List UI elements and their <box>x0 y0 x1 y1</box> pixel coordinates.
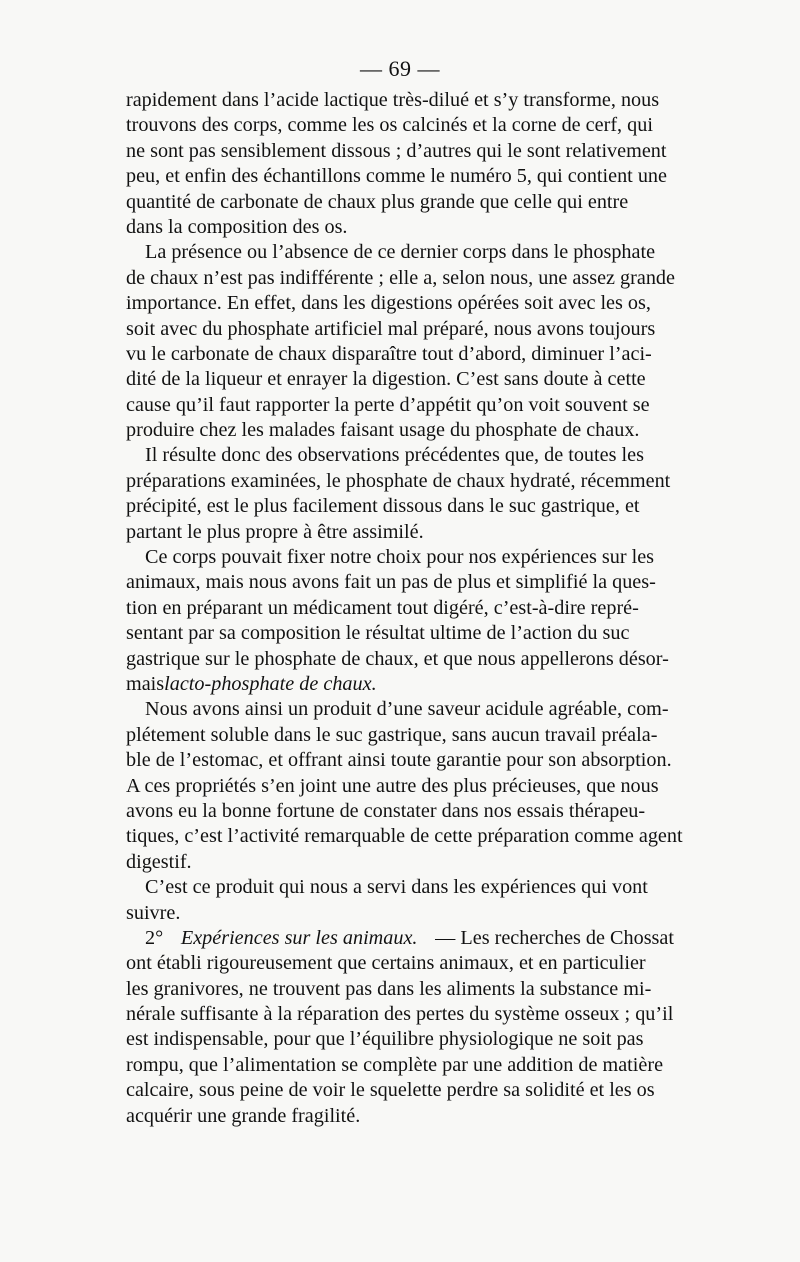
text-segment: précipité, est le plus facilement dissous dans le suc gastrique, et <box>126 495 640 518</box>
text-segment: de chaux n’est pas indifférente ; elle a, selon nous, une assez grande <box>126 266 675 289</box>
text-line <box>126 596 674 621</box>
text-line <box>126 570 674 595</box>
text-line <box>126 393 674 418</box>
text-segment: acquérir une grande fragilité. <box>126 1104 361 1127</box>
text-segment: soit avec du phosphate artificiel mal préparé, nous avons toujours <box>126 317 656 340</box>
text-segment: animaux, mais nous avons fait un pas de plus et simplifié la ques- <box>126 571 656 594</box>
text-line <box>126 1104 674 1129</box>
text-line <box>126 647 674 672</box>
text-line <box>126 672 674 697</box>
body-text <box>126 88 683 1129</box>
text-line <box>126 875 674 900</box>
text-line <box>126 774 674 799</box>
text-line <box>126 621 674 646</box>
text-segment: — Les recherches de Chossat <box>435 926 674 949</box>
text-segment: partant le plus propre à être assimilé. <box>126 520 424 543</box>
text-line <box>126 824 683 849</box>
text-line <box>126 520 674 545</box>
text-line <box>126 190 674 215</box>
text-line <box>126 342 674 367</box>
text-segment: préparations examinées, le phosphate de chaux hydraté, récemment <box>126 469 671 492</box>
text-segment: tion en préparant un médicament tout digéré, c’est-à-dire repré- <box>126 596 639 619</box>
text-segment: dans la composition des os. <box>126 215 348 238</box>
text-segment: ne sont pas sensiblement dissous ; d’autres qui le sont relativement <box>126 139 667 162</box>
text-line <box>126 317 674 342</box>
text-segment: dité de la liqueur et enrayer la digestion. C’est sans doute à cette <box>126 368 646 391</box>
text-segment: peu, et enfin des échantillons comme le numéro 5, qui contient une <box>126 165 667 188</box>
text-segment: Nous avons ainsi un produit d’une saveur acidule agréable, com- <box>145 698 669 721</box>
text-segment: trouvons des corps, comme les os calcinés et la corne de cerf, qui <box>126 114 653 137</box>
text-segment: Ce corps pouvait fixer notre choix pour nos expériences sur les <box>145 546 655 569</box>
page-number: — 69 — <box>360 56 440 81</box>
text-segment: ble de l’estomac, et offrant ainsi toute garantie pour son absorption. <box>126 749 672 772</box>
text-line <box>126 748 674 773</box>
text-segment: les granivores, ne trouvent pas dans les aliments la substance mi- <box>126 977 652 1000</box>
text-line <box>126 951 674 976</box>
text-segment: digestif. <box>126 850 192 873</box>
text-segment: suivre. <box>126 901 181 924</box>
text-segment: calcaire, sous peine de voir le squelette perdre sa solidité et les os <box>126 1079 655 1102</box>
text-line <box>126 418 674 443</box>
text-line <box>126 926 674 951</box>
italic-text: lacto-phosphate de chaux. <box>164 672 377 695</box>
text-line <box>126 901 674 926</box>
text-segment: ont établi rigoureusement que certains animaux, et en particulier <box>126 952 646 975</box>
text-line <box>126 494 674 519</box>
text-segment: est indispensable, pour que l’équilibre physiologique ne soit pas <box>126 1028 644 1051</box>
text-line <box>126 164 674 189</box>
text-segment: importance. En effet, dans les digestions opérées soit avec les os, <box>126 292 651 315</box>
text-line <box>126 266 674 291</box>
text-segment: rompu, que l’alimentation se complète par une addition de matière <box>126 1053 664 1076</box>
text-segment: gastrique sur le phosphate de chaux, et que nous appellerons désor- <box>126 647 669 670</box>
text-segment: quantité de carbonate de chaux plus grande que celle qui entre <box>126 190 629 213</box>
text-line <box>126 850 674 875</box>
text-segment: rapidement dans l’acide lactique très-dilué et s’y transforme, nous <box>126 89 660 111</box>
text-line <box>126 469 674 494</box>
text-line <box>126 1053 674 1078</box>
text-line <box>126 240 674 265</box>
italic-text: Expériences sur les animaux. <box>180 926 418 949</box>
text-line <box>126 88 674 113</box>
text-line <box>126 545 674 570</box>
text-segment: produire chez les malades faisant usage du phosphate de chaux. <box>126 419 640 442</box>
text-segment: tiques, c’est l’activité remarquable de cette préparation comme agent <box>126 825 683 848</box>
text-line <box>126 367 674 392</box>
text-line <box>126 799 674 824</box>
text-segment: avons eu la bonne fortune de constater dans nos essais thérapeu- <box>126 799 646 822</box>
text-line <box>126 1078 674 1103</box>
text-line <box>126 291 674 316</box>
text-line <box>126 723 674 748</box>
text-segment: Il résulte donc des observations précédentes que, de toutes les <box>145 444 644 467</box>
text-line <box>126 977 674 1002</box>
text-segment: La présence ou l’absence de ce dernier corps dans le phosphate <box>145 241 656 264</box>
text-segment: mais <box>126 672 165 695</box>
text-segment: sentant par sa composition le résultat ultime de l’action du suc <box>126 622 630 645</box>
text-line <box>126 215 674 240</box>
text-line <box>126 1027 674 1052</box>
text-line <box>126 139 674 164</box>
text-line <box>126 443 674 468</box>
text-segment: 2° <box>145 926 164 949</box>
text-segment: nérale suffisante à la réparation des pertes du système osseux ; qu’il <box>126 1003 674 1026</box>
text-segment: A ces propriétés s’en joint une autre des plus précieuses, que nous <box>126 774 659 797</box>
text-segment: vu le carbonate de chaux disparaître tout d’abord, diminuer l’aci- <box>126 342 652 365</box>
text-line <box>126 1002 674 1027</box>
text-line <box>126 697 674 722</box>
text-segment: cause qu’il faut rapporter la perte d’appétit qu’on voit souvent se <box>126 393 650 416</box>
text-line <box>126 113 674 138</box>
text-segment: C’est ce produit qui nous a servi dans les expériences qui vont <box>145 876 648 899</box>
text-segment: plétement soluble dans le suc gastrique, sans aucun travail préala- <box>126 723 658 746</box>
